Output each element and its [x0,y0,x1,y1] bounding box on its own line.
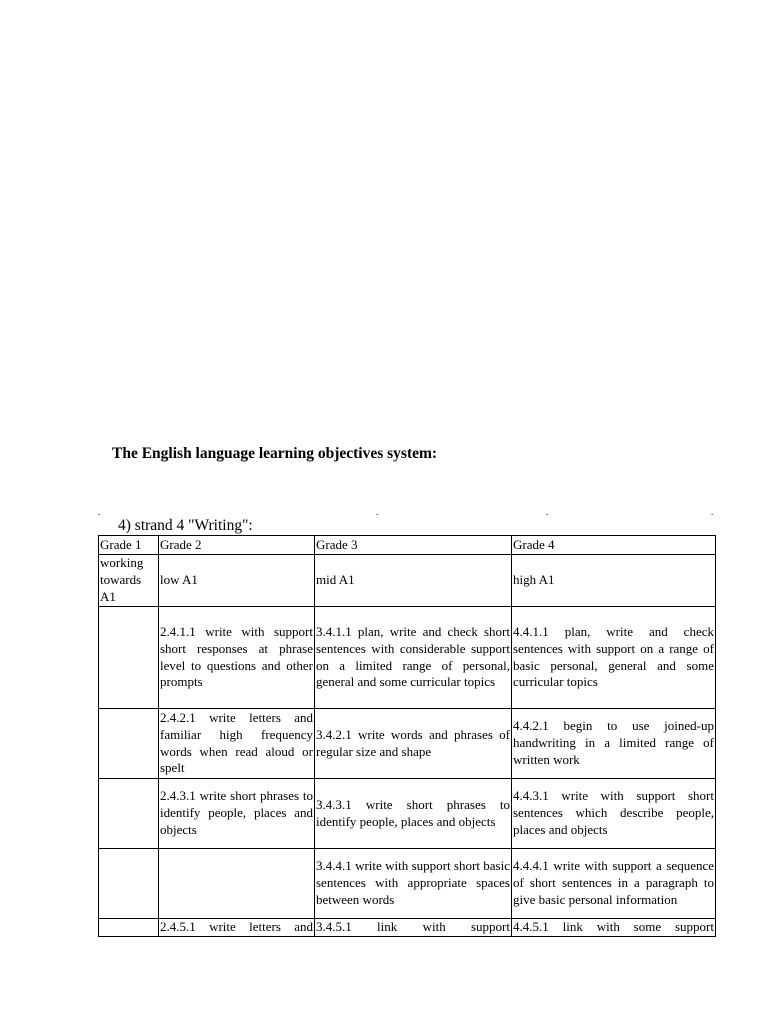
table-cell [99,919,159,937]
table-row [99,709,716,779]
table-row [99,919,716,937]
table-row [99,607,716,709]
table-cell [99,849,159,919]
tab-marker-dot: . [376,507,379,517]
header-cell: Grade 2 [159,536,315,555]
level-cell: low A1 [159,555,315,607]
level-cell: mid A1 [315,555,512,607]
table-cell: 4.4.2.1 begin to use joined-up handwriting in a limited range of written work [512,709,716,779]
header-cell: Grade 1 [99,536,159,555]
table-cell: 4.4.1.1 plan, write and check sentences with support on a range of basic personal, general and some curricular topics [512,607,716,709]
tab-marker-dot: . [546,507,549,517]
table-cell: 3.4.1.1 plan, write and check short sentences with considerable support on a limited range of personal, general and some curricular topics [315,607,512,709]
table-cell: 2.4.1.1 write with support short responses at phrase level to questions and other prompts [159,607,315,709]
table-row [99,849,716,919]
strand-label: 4) strand 4 "Writing": [118,517,253,534]
level-cell: working towards A1 [99,555,159,607]
table-cell: 4.4.3.1 write with support short sentences which describe people, places and objects [512,779,716,849]
table-row [99,779,716,849]
table-cell: 2.4.3.1 write short phrases to identify people, places and objects [159,779,315,849]
page-heading: The English language learning objectives system: [112,445,438,462]
level-cell: high A1 [512,555,716,607]
header-cell: Grade 4 [512,536,716,555]
tab-marker-dot: . [711,507,714,517]
table-cell: 3.4.5.1 link with support [315,919,512,937]
table-cell: 4.4.5.1 link with some support [512,919,716,937]
table-cell [99,709,159,779]
tab-marker-dot: . [98,507,101,517]
table-cell [99,779,159,849]
table-cell: 4.4.4.1 write with support a sequence of short sentences in a paragraph to give basic personal information [512,849,716,919]
objectives-table [98,535,716,937]
table-cell: 2.4.2.1 write letters and familiar high frequency words when read aloud or spelt [159,709,315,779]
header-cell: Grade 3 [315,536,512,555]
table-cell [159,849,315,919]
table-cell: 3.4.4.1 write with support short basic sentences with appropriate spaces between words [315,849,512,919]
table-cell: 3.4.2.1 write words and phrases of regular size and shape [315,709,512,779]
table-cell: 2.4.5.1 write letters and [159,919,315,937]
table-header-row [99,536,716,555]
table-cell [99,607,159,709]
level-row [99,555,716,607]
table-cell: 3.4.3.1 write short phrases to identify people, places and objects [315,779,512,849]
